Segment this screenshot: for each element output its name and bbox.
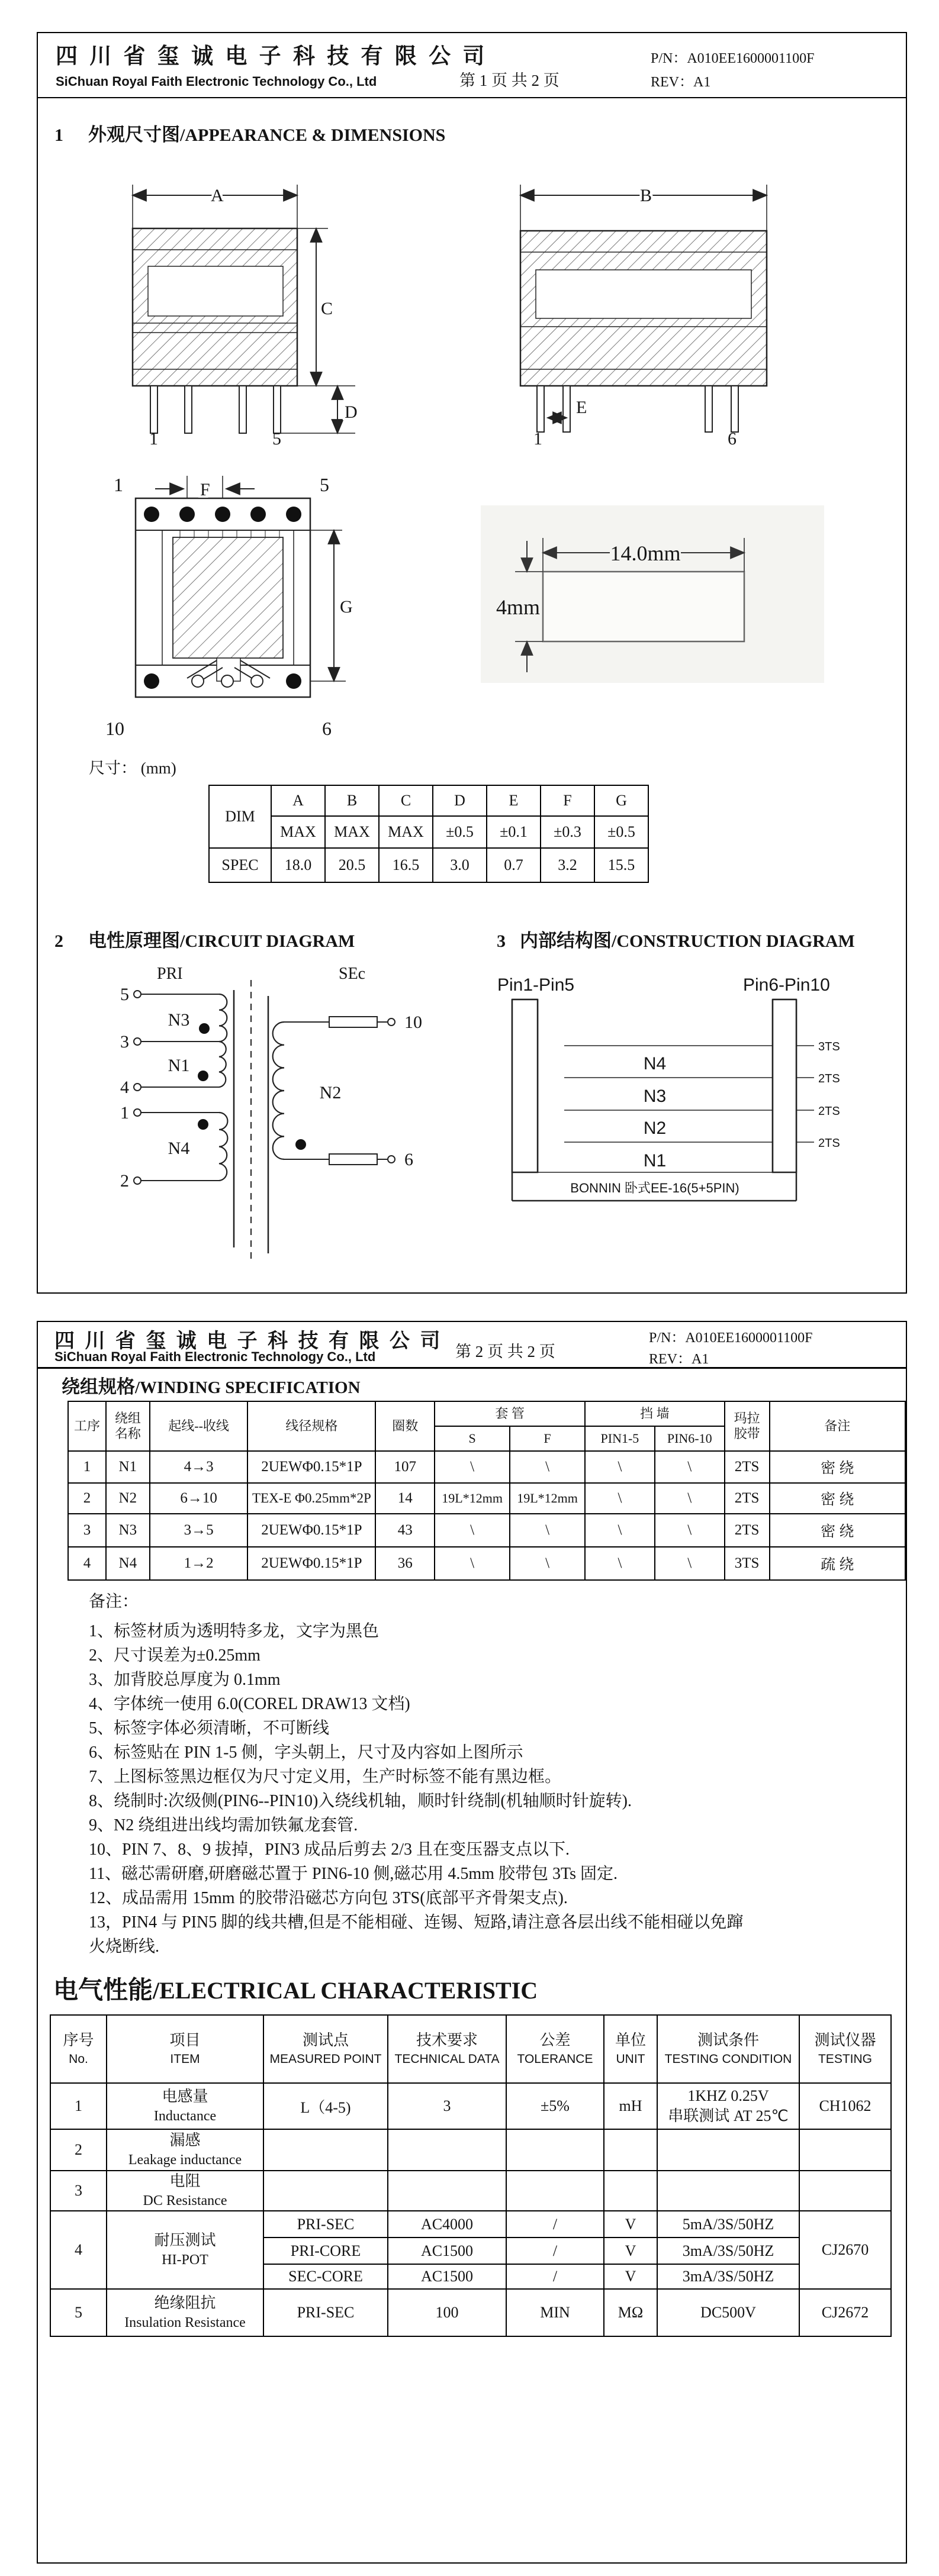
col-data-cn: 技术要求 [416, 2031, 478, 2049]
cond-line2: 串联测试 AT 25℃ [668, 2107, 789, 2124]
winding-row [68, 1483, 905, 1514]
circuit-pin1: 1 [120, 1103, 129, 1123]
bottom-pin1-label: 1 [114, 474, 123, 495]
dim-spec-cell: 15.5 [594, 848, 648, 882]
col-tolerance [506, 2015, 604, 2083]
company-name-en: SiChuan Royal Faith Electronic Technology Co., Ltd [56, 74, 377, 89]
cell: 3→5 [150, 1514, 248, 1547]
note-line: 8、绕制时:次级侧(PIN6--PIN10)入绕线机轴，顺时针绕制(机轴顺时针旋转). [89, 1792, 632, 1810]
item-en: HI-POT [162, 2252, 208, 2268]
cell: 3 [50, 2171, 107, 2211]
front-pin5-label: 5 [272, 429, 281, 446]
cell: AC1500 [388, 2238, 506, 2264]
item-cn: 电阻 [169, 2172, 201, 2190]
col-unit [604, 2015, 657, 2083]
front-view-drawing [96, 174, 380, 446]
cell [107, 2211, 263, 2289]
core-lines [234, 980, 268, 1259]
cell: N2 [106, 1483, 150, 1514]
col-unit-cn: 单位 [615, 2031, 646, 2049]
cell: 100 [388, 2289, 506, 2336]
circuit-pin3: 3 [120, 1032, 129, 1052]
sec-label: SEc [339, 965, 366, 983]
side-view-body [520, 185, 767, 432]
label-dimension-drawing [481, 505, 824, 683]
note-line: 9、N2 绕组进出线均需加铁氟龙套管. [89, 1816, 358, 1835]
dim-d-label: D [345, 402, 358, 422]
page-number: 第 2 页 共 2 页 [455, 1343, 555, 1360]
col-start-end: 起线--收线 [150, 1401, 248, 1451]
elec-row-inductance [50, 2083, 891, 2129]
col-point-cn: 测试点 [302, 2031, 349, 2049]
cell [799, 2171, 891, 2211]
cell [657, 2129, 799, 2171]
circuit-pin4: 4 [120, 1078, 129, 1097]
cell [388, 2171, 506, 2211]
side-view-drawing [497, 174, 793, 446]
col-testing-instrument [799, 2015, 891, 2083]
col-technical-data [388, 2015, 506, 2083]
cell [263, 2171, 388, 2211]
note-line: 7、上图标签黑边框仅为尺寸定义用，生产时标签不能有黑边框。 [89, 1768, 562, 1786]
cell: 6→10 [150, 1483, 248, 1514]
cell: 3mA/3S/50HZ [657, 2238, 799, 2264]
col-cond-en: TESTING CONDITION [664, 2052, 792, 2066]
cell: / [506, 2264, 604, 2289]
winding-table [67, 1401, 906, 1581]
cell: 19L*12mm [435, 1483, 510, 1514]
cell: 4→3 [150, 1451, 248, 1483]
dim-col-f: F [541, 785, 594, 816]
col-inst-en: TESTING [818, 2052, 872, 2066]
circuit-pin6: 6 [404, 1150, 413, 1169]
dim-spec-cell: 16.5 [379, 848, 433, 882]
dim-tol-cell: ±0.5 [594, 816, 648, 848]
tape-2ts-label: 2TS [818, 1137, 840, 1150]
dim-tol-cell: ±0.1 [487, 816, 541, 848]
circuit-diagram [47, 963, 462, 1266]
cell [657, 2171, 799, 2211]
winding-row [68, 1451, 905, 1483]
side-pin1-label: 1 [533, 429, 542, 446]
dim-spec-cell: 20.5 [325, 848, 379, 882]
cell: 密 绕 [770, 1514, 905, 1547]
section2-title-cn: 电性原理图 [88, 930, 180, 951]
section3-number: 3 [497, 931, 506, 951]
dim-tol-cell: MAX [325, 816, 379, 848]
cell [107, 2083, 263, 2129]
cell: PRI-SEC [263, 2211, 388, 2238]
dimension-unit-note: 尺寸： (mm) [89, 759, 176, 777]
pri-label: PRI [157, 965, 183, 983]
cell: 疏 绕 [770, 1547, 905, 1580]
cell: 2UEWΦ0.15*1P [247, 1514, 375, 1547]
dim-spec-cell: 0.7 [487, 848, 541, 882]
cell: 2 [68, 1483, 106, 1514]
bottom-pin6-label: 6 [322, 718, 332, 739]
col-mylar-tape: 玛拉胶带 [725, 1401, 770, 1451]
cell: MΩ [604, 2289, 657, 2336]
dim-tol-cell: MAX [271, 816, 325, 848]
notes-title: 备注： [89, 1592, 139, 1611]
electrical-title [53, 1971, 538, 2006]
col-tube-s: S [435, 1426, 510, 1451]
elec-row-insulation [50, 2289, 891, 2336]
note-line: 2、尺寸误差为±0.25mm [89, 1646, 261, 1665]
col-point-en: MEASURED POINT [269, 2052, 382, 2066]
circuit-pin5: 5 [120, 985, 129, 1004]
layer-n4-label: N4 [643, 1054, 667, 1073]
cell: CH1062 [799, 2083, 891, 2129]
winding-n1-label: N1 [168, 1056, 190, 1075]
item-en: DC Resistance [143, 2193, 227, 2209]
bobbin-type-note: BONNIN 卧式EE-16(5+5PIN) [570, 1181, 739, 1195]
cell [657, 2083, 799, 2129]
tape-2ts-label: 2TS [818, 1105, 840, 1118]
cell: V [604, 2238, 657, 2264]
cell: 2TS [725, 1514, 770, 1547]
cell [107, 2171, 263, 2211]
company-name-cn: 四 川 省 玺 诚 电 子 科 技 有 限 公 司 [54, 1330, 443, 1352]
winding-n3-label: N3 [168, 1010, 190, 1030]
construction-left-pins-label: Pin1-Pin5 [497, 975, 575, 995]
cell: 3TS [725, 1547, 770, 1580]
cell: PRI-SEC [263, 2289, 388, 2336]
bottom-view-drawing [85, 462, 358, 740]
dim-col-d: D [433, 785, 487, 816]
col-remark: 备注 [770, 1401, 905, 1451]
dim-col-c: C [379, 785, 433, 816]
cell: CJ2672 [799, 2289, 891, 2336]
note-line: 1、标签材质为透明特多龙，文字为黑色 [89, 1622, 380, 1640]
winding-spec-title-en: /WINDING SPECIFICATION [135, 1378, 361, 1397]
cell: \ [585, 1451, 655, 1483]
dim-tol-cell: MAX [379, 816, 433, 848]
circuit-pin10: 10 [404, 1013, 422, 1032]
item-en: Insulation Resistance [124, 2315, 246, 2330]
cell: 36 [375, 1547, 435, 1580]
cell: V [604, 2264, 657, 2289]
cell [107, 2289, 263, 2336]
construction-right-pins-label: Pin6-Pin10 [743, 975, 830, 995]
section1-title-cn: 外观尺寸图 [88, 124, 180, 145]
revision: REV：A1 [651, 75, 711, 90]
label-height-dim: 4mm [496, 595, 541, 619]
cell: CJ2670 [799, 2211, 891, 2289]
col-tube: 套 管 [435, 1401, 585, 1426]
cell: 1→2 [150, 1547, 248, 1580]
col-turns: 圈数 [375, 1401, 435, 1451]
part-number: P/N：A010EE1600001100F [651, 51, 815, 66]
dim-b-label: B [640, 186, 652, 205]
revision: REV：A1 [649, 1352, 709, 1367]
cell [799, 2129, 891, 2171]
section3-title-en: /CONSTRUCTION DIAGRAM [612, 931, 855, 951]
cell: 43 [375, 1514, 435, 1547]
note-line: 10、PIN 7、8、9 拔掉，PIN3 成品后剪去 2/3 且在变压器支点以下. [89, 1840, 570, 1859]
cell: 2TS [725, 1483, 770, 1514]
page-1 [37, 32, 907, 1294]
section1-title-en: /APPEARANCE & DIMENSIONS [180, 125, 446, 145]
cell: 2UEWΦ0.15*1P [247, 1547, 375, 1580]
cell: mH [604, 2083, 657, 2129]
cell [506, 2129, 604, 2171]
col-wall-pin610: PIN6-10 [655, 1426, 725, 1451]
col-cond-cn: 测试条件 [697, 2031, 759, 2049]
item-cn: 耐压测试 [154, 2232, 216, 2249]
note-line: 13，PIN4 与 PIN5 脚的线共槽,但是不能相碰、连锡、短路,请注意各层出线不能相碰以免蹿 [89, 1913, 744, 1932]
col-tol-cn: 公差 [539, 2031, 571, 2049]
bottom-pin10-label: 10 [105, 718, 124, 739]
dim-col-a: A [271, 785, 325, 816]
section2-title-en: /CIRCUIT DIAGRAM [180, 931, 355, 951]
section1-title [54, 120, 445, 146]
page-2 [37, 1321, 907, 2564]
cell: \ [435, 1547, 510, 1580]
cell [107, 2129, 263, 2171]
dim-spec-cell: 18.0 [271, 848, 325, 882]
col-winding-name: 绕组名称 [106, 1401, 150, 1451]
cell: SEC-CORE [263, 2264, 388, 2289]
cell: \ [510, 1547, 585, 1580]
layer-n3-label: N3 [643, 1087, 667, 1106]
dimension-table [208, 785, 649, 883]
cell [604, 2171, 657, 2211]
cell: 密 绕 [770, 1451, 905, 1483]
dim-spec-cell: 3.2 [541, 848, 594, 882]
tape-2ts-label: 2TS [818, 1072, 840, 1085]
dim-col-g: G [594, 785, 648, 816]
cell [263, 2129, 388, 2171]
layer-n2-label: N2 [643, 1118, 667, 1138]
cell: PRI-CORE [263, 2238, 388, 2264]
col-testing-condition [657, 2015, 799, 2083]
dim-a-label: A [211, 186, 224, 205]
section1-number: 1 [54, 125, 63, 145]
cell: \ [655, 1483, 725, 1514]
page1-header [38, 33, 906, 98]
dim-col-b: B [325, 785, 379, 816]
cell: 密 绕 [770, 1483, 905, 1514]
note-line: 12、成品需用 15mm 的胶带沿磁芯方向包 3TS(底部平齐骨架支点). [89, 1889, 568, 1907]
cell: V [604, 2211, 657, 2238]
col-wall: 挡 墙 [585, 1401, 725, 1426]
winding-row [68, 1547, 905, 1580]
cell: 5mA/3S/50HZ [657, 2211, 799, 2238]
col-item-cn: 项目 [169, 2031, 201, 2049]
section3-title [497, 926, 855, 952]
cell: / [506, 2238, 604, 2264]
col-wire-spec: 线径规格 [247, 1401, 375, 1451]
note-line: 11、磁芯需研磨,研磨磁芯置于 PIN6-10 侧,磁芯用 4.5mm 胶带包 3Ts 固定. [89, 1865, 618, 1883]
cell: TEX-E Φ0.25mm*2P [247, 1483, 375, 1514]
col-measured-point [263, 2015, 388, 2083]
cell: 5 [50, 2289, 107, 2336]
col-no [50, 2015, 107, 2083]
layer-n1-label: N1 [643, 1151, 667, 1171]
note-line: 4、字体统一使用 6.0(COREL DRAW13 文档) [89, 1695, 410, 1713]
section2-number: 2 [54, 931, 63, 951]
cell: 2 [50, 2129, 107, 2171]
dim-e-label: E [576, 398, 587, 417]
electrical-title-cn: 电气性能 [53, 1976, 153, 2004]
circuit-pin2: 2 [120, 1171, 129, 1191]
part-number: P/N：A010EE1600001100F [649, 1330, 813, 1346]
cell: 14 [375, 1483, 435, 1514]
col-data-en: TECHNICAL DATA [394, 2052, 500, 2066]
cell [604, 2129, 657, 2171]
cell: 3 [68, 1514, 106, 1547]
page-number: 第 1 页 共 2 页 [459, 72, 559, 89]
cell: DC500V [657, 2289, 799, 2336]
bottom-view-body [136, 476, 346, 697]
dim-c-label: C [321, 299, 333, 318]
cell: \ [435, 1451, 510, 1483]
bottom-pin5-label: 5 [320, 474, 329, 495]
col-item-en: ITEM [170, 2052, 200, 2066]
electrical-table [50, 2014, 892, 2337]
cell: 3mA/3S/50HZ [657, 2264, 799, 2289]
cell: ±5% [506, 2083, 604, 2129]
note-line: 火烧断线. [89, 1937, 160, 1956]
cond-line1: 1KHZ 0.25V [687, 2087, 769, 2104]
col-tube-f: F [510, 1426, 585, 1451]
winding-spec-title-cn: 绕组规格 [62, 1376, 135, 1397]
note-line: 3、加背胶总厚度为 0.1mm [89, 1671, 281, 1689]
col-inst-cn: 测试仪器 [814, 2031, 876, 2049]
cell: \ [655, 1451, 725, 1483]
cell: 1 [50, 2083, 107, 2129]
dim-corner-cell: DIM [209, 785, 271, 848]
cell: 2UEWΦ0.15*1P [247, 1451, 375, 1483]
col-process: 工序 [68, 1401, 106, 1451]
dim-spec-label: SPEC [209, 848, 271, 882]
item-cn: 电感量 [162, 2088, 208, 2105]
cell: 4 [68, 1547, 106, 1580]
section2-title [54, 926, 355, 952]
tape-3ts-label: 3TS [818, 1040, 840, 1053]
cell: 2TS [725, 1451, 770, 1483]
winding-n4-label: N4 [168, 1139, 190, 1158]
dim-tol-cell: ±0.3 [541, 816, 594, 848]
cell: \ [585, 1483, 655, 1514]
cell: AC1500 [388, 2264, 506, 2289]
cell: / [506, 2211, 604, 2238]
col-no-en: No. [69, 2052, 88, 2066]
dim-f-label: F [200, 480, 210, 499]
item-cn: 漏感 [169, 2132, 201, 2149]
cell: 3 [388, 2083, 506, 2129]
cell: L（4-5) [263, 2083, 388, 2129]
cell: \ [655, 1547, 725, 1580]
label-width-dim: 14.0mm [610, 541, 681, 565]
cell: \ [510, 1514, 585, 1547]
col-no-cn: 序号 [63, 2031, 94, 2049]
winding-n2-label: N2 [319, 1083, 342, 1102]
col-unit-en: UNIT [616, 2052, 645, 2066]
col-item [107, 2015, 263, 2083]
notes-block [89, 1590, 743, 1959]
cell: 107 [375, 1451, 435, 1483]
winding-spec-title [62, 1372, 361, 1398]
cell: \ [585, 1514, 655, 1547]
note-line: 5、标签字体必须清晰，不可断线 [89, 1719, 330, 1737]
col-wall-pin15: PIN1-5 [585, 1426, 655, 1451]
dim-tol-cell: ±0.5 [433, 816, 487, 848]
cell: \ [585, 1547, 655, 1580]
cell: N1 [106, 1451, 150, 1483]
side-pin6-label: 6 [728, 429, 737, 446]
cell: \ [510, 1451, 585, 1483]
company-name-cn: 四 川 省 玺 诚 电 子 科 技 有 限 公 司 [56, 44, 488, 68]
dim-g-label: G [340, 597, 353, 617]
winding-row [68, 1514, 905, 1547]
cell: 19L*12mm [510, 1483, 585, 1514]
cell [506, 2171, 604, 2211]
item-cn: 绝缘阻抗 [154, 2294, 216, 2311]
cell: 1 [68, 1451, 106, 1483]
col-tol-en: TOLERANCE [517, 2052, 593, 2066]
electrical-title-en: /ELECTRICAL CHARACTERISTIC [153, 1977, 538, 2004]
cell [388, 2129, 506, 2171]
note-line: 6、标签贴在 PIN 1-5 侧，字头朝上，尺寸及内容如上图所示 [89, 1743, 523, 1762]
cell: AC4000 [388, 2211, 506, 2238]
cell: MIN [506, 2289, 604, 2336]
cell: \ [435, 1514, 510, 1547]
dim-spec-cell: 3.0 [433, 848, 487, 882]
elec-row-hipot [50, 2211, 891, 2238]
elec-row-dcr [50, 2171, 891, 2211]
company-name-en: SiChuan Royal Faith Electronic Technology Co., Ltd [54, 1349, 376, 1364]
cell: \ [655, 1514, 725, 1547]
section3-title-cn: 内部结构图 [520, 930, 612, 951]
item-en: Inductance [153, 2108, 217, 2124]
cell: 4 [50, 2211, 107, 2289]
company-block [56, 38, 487, 89]
item-en: Leakage inductance [128, 2152, 242, 2168]
header-rule [38, 1367, 906, 1369]
cell: N4 [106, 1547, 150, 1580]
construction-diagram [485, 967, 906, 1263]
elec-row-leakage [50, 2129, 891, 2171]
dim-col-e: E [487, 785, 541, 816]
front-pin1-label: 1 [149, 429, 158, 446]
cell: N3 [106, 1514, 150, 1547]
